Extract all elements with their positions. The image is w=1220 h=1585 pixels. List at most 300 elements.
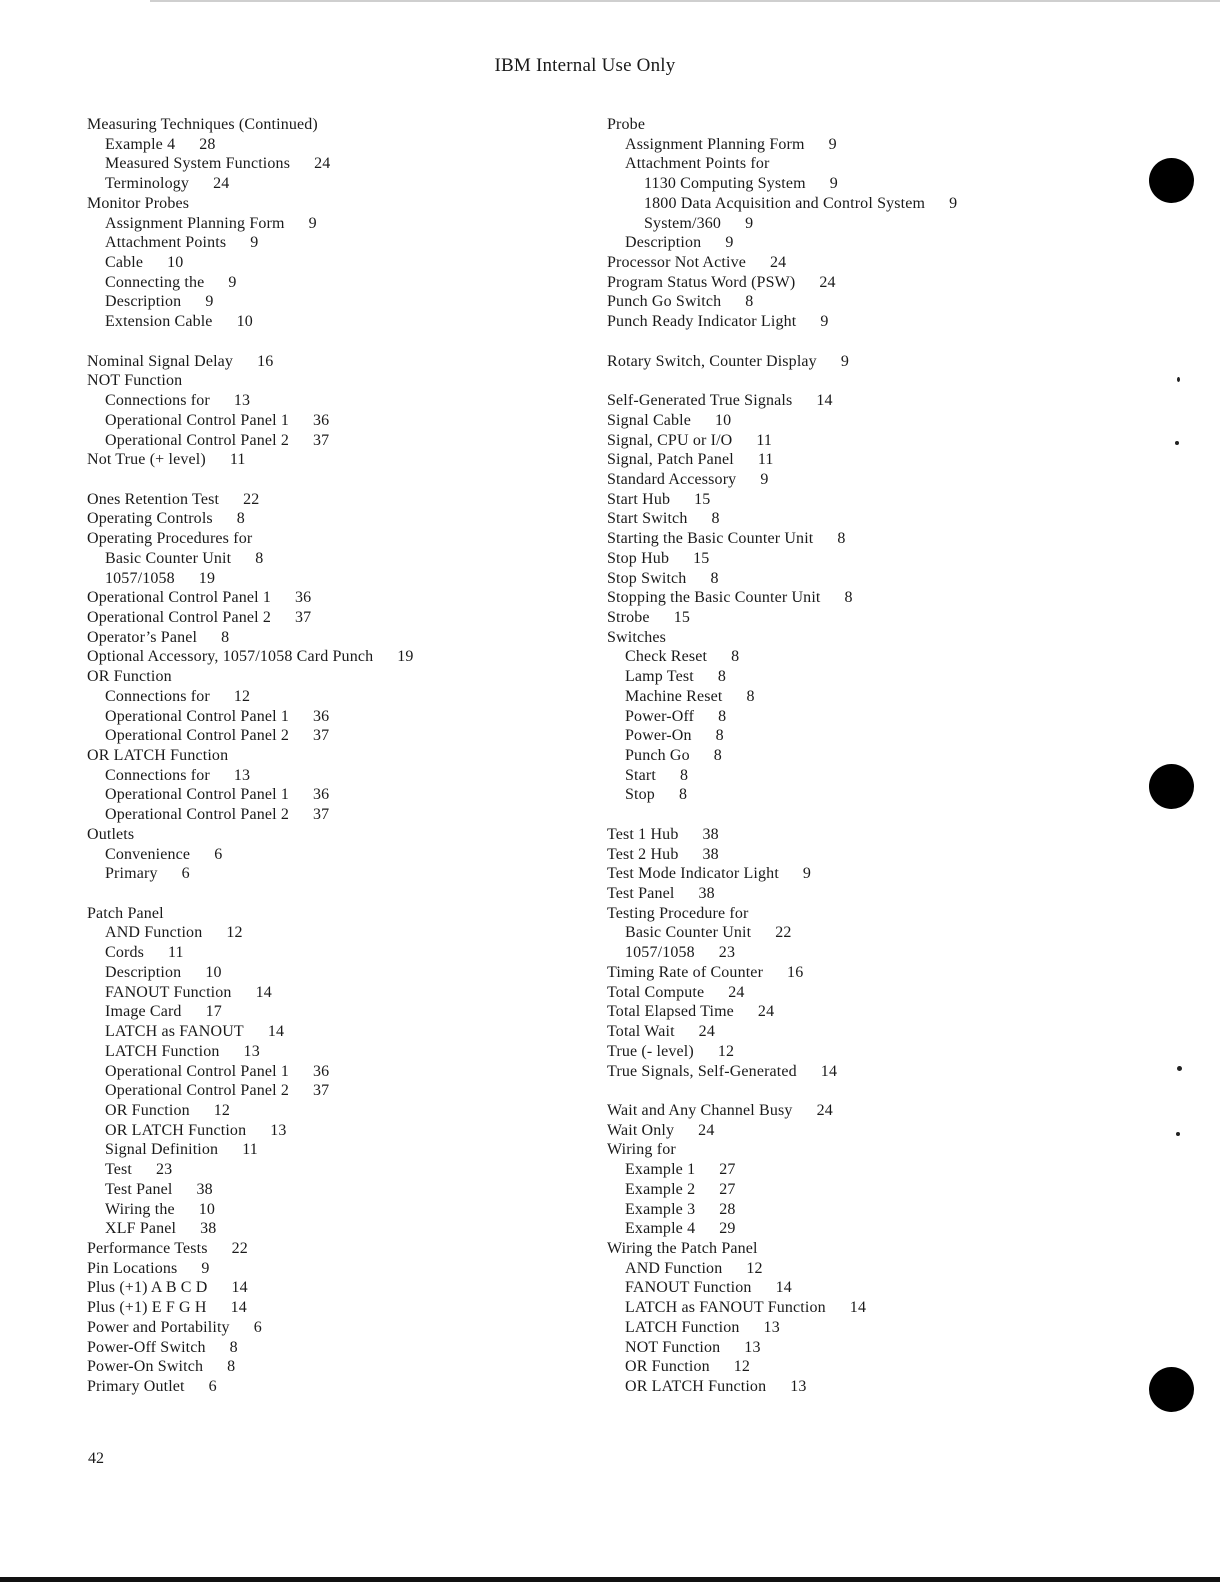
index-entry [607,628,1107,648]
index-page-ref: 37 [313,1082,330,1100]
index-subentry [87,233,587,253]
index-page-ref: 8 [711,510,720,528]
index-term: Test [105,1161,133,1179]
index-term: Operator’s Panel [87,628,198,646]
index-subentry [607,1357,1107,1377]
index-entry [87,1357,587,1377]
index-page-ref: 14 [231,1279,248,1297]
index-subentry [607,1377,1107,1397]
index-page-ref: 15 [694,490,711,508]
index-page-ref: 19 [397,648,414,666]
index-entry [87,608,587,628]
index-subentry [87,174,587,194]
index-page-ref: 38 [200,1220,217,1238]
index-page-ref: 9 [828,135,837,153]
index-page-ref: 9 [205,293,214,311]
index-term: Rotary Switch, Counter Display [607,352,817,370]
index-term: Total Elapsed Time [607,1003,734,1021]
index-page-ref: 24 [769,254,787,272]
index-subentry [87,1101,587,1121]
index-subentry [607,726,1107,746]
index-page-ref: 11 [167,944,184,962]
index-page-ref: 19 [198,569,216,587]
index-subentry [87,1081,587,1101]
index-entry [607,1101,1107,1121]
index-entry [87,1239,587,1259]
page-header: IBM Internal Use Only [494,55,676,76]
index-term: Example 1 [625,1161,696,1179]
index-subentry [87,549,587,569]
index-page-ref: 12 [746,1259,763,1277]
index-term: Operational Control Panel 1 [105,707,290,725]
index-page-ref: 11 [229,451,246,469]
index-page-ref: 23 [156,1161,173,1179]
index-term: Machine Reset [625,687,723,705]
index-term: Example 4 [625,1220,696,1238]
index-page-ref: 13 [270,1121,287,1139]
index-entry [607,115,1107,135]
index-subentry [87,923,587,943]
index-term: System/360 [644,214,722,232]
index-entry [607,1062,1107,1082]
index-page-ref: 38 [702,845,719,863]
index-subentry [607,1338,1107,1358]
index-entry [87,1278,587,1298]
index-term: Program Status Word (PSW) [607,273,796,291]
index-subentry [87,1062,587,1082]
index-term: Operational Control Panel 2 [105,727,290,745]
index-page-ref: 24 [698,1023,715,1041]
top-edge-rule [150,0,1220,2]
index-page-ref: 36 [313,411,330,429]
index-spacer [607,805,1107,825]
index-subentry [87,1121,587,1141]
index-page-ref: 10 [167,254,184,272]
index-page-ref: 10 [205,963,222,981]
index-term: Test 2 Hub [607,845,679,863]
index-subentry [87,726,587,746]
index-page-ref: 13 [243,1042,260,1060]
index-subentry [607,785,1107,805]
index-subentry [607,943,1107,963]
index-entry [607,569,1107,589]
index-entry [607,509,1107,529]
index-page-ref: 14 [255,983,272,1001]
index-page-ref: 14 [230,1299,247,1317]
index-term: Test Panel [607,885,675,903]
index-page-ref: 9 [820,313,829,331]
index-page-ref: 37 [295,608,312,626]
index-column-right [607,115,1107,1397]
index-subentry [607,1298,1107,1318]
index-term: Timing Rate of Counter [607,963,764,981]
index-page-ref: 9 [308,214,317,232]
index-subentry [87,707,587,727]
index-subentry [87,154,587,174]
index-term: True Signals, Self-Generated [607,1062,797,1080]
index-entry [607,292,1107,312]
index-page-ref: 15 [673,608,690,626]
index-term: NOT Function [87,372,183,390]
index-entry [87,1318,587,1338]
index-term: Description [625,234,702,252]
index-page-ref: 9 [745,214,754,232]
index-entry [87,1259,587,1279]
index-subentry [607,1278,1107,1298]
index-subentry [87,845,587,865]
index-page-ref: 22 [243,490,260,508]
index-subentry [87,766,587,786]
index-term: Starting the Basic Counter Unit [607,530,814,548]
index-subentry [87,1219,587,1239]
index-page-ref: 11 [756,431,773,449]
index-subentry [607,154,1107,174]
index-term: Performance Tests [87,1239,208,1257]
index-page-ref: 27 [719,1180,736,1198]
index-term: AND Function [625,1259,723,1277]
index-page-ref: 29 [719,1220,736,1238]
index-term: Test Mode Indicator Light [607,865,779,883]
index-page-ref: 36 [313,707,330,725]
index-term: Processor Not Active [607,254,746,272]
index-term: Not True (+ level) [87,451,206,469]
index-entry [607,391,1107,411]
index-page-ref: 11 [242,1141,258,1159]
index-term: Total Wait [607,1023,675,1041]
index-term: Test 1 Hub [607,825,679,843]
index-page-ref: 8 [229,1338,238,1356]
index-page-ref: 36 [295,589,312,607]
index-entry [607,884,1107,904]
index-term: Basic Counter Unit [105,549,232,567]
index-page-ref: 24 [213,175,230,193]
index-subentry [87,312,587,332]
index-page-ref: 10 [236,313,253,331]
index-term: NOT Function [625,1338,721,1356]
index-term: Pin Locations [87,1259,178,1277]
index-page-ref: 8 [227,1358,236,1376]
index-entry [87,450,587,470]
index-subentry [607,1180,1107,1200]
index-subentry [87,1002,587,1022]
index-entry [607,1140,1107,1160]
index-entry [607,411,1107,431]
index-page-ref: 28 [719,1200,736,1218]
index-page-ref: 8 [221,628,230,646]
index-subentry [87,1160,587,1180]
index-entry [607,273,1107,293]
index-page-ref: 22 [775,924,792,942]
index-page-ref: 28 [199,135,216,153]
index-entry [607,963,1107,983]
index-entry [607,1022,1107,1042]
index-term: Operational Control Panel 1 [105,786,290,804]
index-page-ref: 24 [728,983,745,1001]
index-term: Wait Only [607,1121,675,1139]
index-page-ref: 8 [837,530,846,548]
index-page-ref: 9 [725,234,734,252]
scan-speck [1177,1066,1182,1071]
index-spacer [87,332,587,352]
index-subentry [607,1200,1107,1220]
index-term: 1057/1058 [105,569,175,587]
index-entry [607,845,1107,865]
index-term: Nominal Signal Delay [87,352,234,370]
index-page-ref: 13 [744,1338,761,1356]
binder-hole-top [1149,158,1194,203]
index-subentry [87,943,587,963]
index-subentry [87,983,587,1003]
index-term: AND Function [105,924,203,942]
index-term: Stop [625,786,655,804]
index-page-ref: 6 [214,845,223,863]
index-entry [607,352,1107,372]
index-subentry [87,135,587,155]
index-subentry [87,864,587,884]
index-subentry [607,233,1107,253]
index-entry [87,628,587,648]
index-subentry [607,766,1107,786]
index-subentry [607,667,1107,687]
index-subentry [607,1318,1107,1338]
binder-hole-bottom [1149,1367,1194,1412]
index-entry [87,1338,587,1358]
index-subentry [607,174,1107,194]
index-page-ref: 9 [228,273,237,291]
index-term: Operational Control Panel 2 [105,431,290,449]
index-term: Attachment Points [105,234,227,252]
index-spacer [87,884,587,904]
index-term: Lamp Test [625,668,694,686]
index-subentry [87,1180,587,1200]
index-term: LATCH Function [625,1318,740,1336]
index-entry [607,549,1107,569]
index-page-ref: 13 [763,1318,780,1336]
index-page-ref: 14 [775,1279,792,1297]
index-entry [87,667,587,687]
index-subentry [87,805,587,825]
index-page-ref: 37 [313,806,330,824]
index-term: Terminology [105,175,190,193]
index-term: Cords [105,944,144,962]
index-term: Stopping the Basic Counter Unit [607,589,821,607]
index-term: OR Function [625,1358,710,1376]
index-term: Operational Control Panel 2 [105,1082,290,1100]
index-term: OR Function [105,1101,190,1119]
index-term: Probe [607,116,646,133]
index-page-ref: 12 [717,1042,735,1060]
index-term: Strobe [607,608,650,626]
index-term: Description [105,963,182,981]
index-page-ref: 12 [226,924,243,942]
index-page-ref: 6 [253,1318,262,1336]
index-page-ref: 8 [710,569,719,587]
index-spacer [607,332,1107,352]
index-subentry [607,135,1107,155]
index-page-ref: 11 [757,451,774,469]
index-entry [87,647,587,667]
index-term: 1057/1058 [625,944,695,962]
index-term: 1130 Computing System [644,175,806,193]
index-term: Example 3 [625,1200,696,1218]
index-term: Total Compute [607,983,705,1001]
index-spacer [607,371,1107,391]
index-entry [607,864,1107,884]
index-page-ref: 37 [313,727,330,745]
index-page-ref: 37 [313,431,330,449]
index-page-ref: 16 [787,963,804,981]
index-entry [87,371,587,391]
index-term: Attachment Points for [625,155,770,173]
page-number: 42 [88,1450,104,1467]
index-page-ref: 24 [819,273,836,291]
index-term: XLF Panel [105,1220,177,1238]
index-subentry [607,687,1107,707]
index-subentry [607,214,1107,234]
index-entry [607,431,1107,451]
index-term: Operational Control Panel 2 [87,608,272,626]
index-page-ref: 14 [820,1062,838,1080]
index-term: Start [625,766,656,784]
index-entry [607,904,1107,924]
index-term: Patch Panel [87,904,164,922]
index-subentry [87,214,587,234]
index-subentry [87,431,587,451]
index-term: Wiring for [607,1141,676,1159]
index-term: 1800 Data Acquisition and Control System [644,194,926,212]
index-page-ref: 9 [250,234,259,252]
index-page-ref: 9 [802,865,812,883]
index-page-ref: 9 [201,1259,210,1277]
index-term: Operating Procedures for [87,530,253,548]
index-entry [607,983,1107,1003]
index-page-ref: 27 [719,1161,736,1179]
index-entry [607,450,1107,470]
index-term: Basic Counter Unit [625,924,752,942]
index-page-ref: 38 [698,885,715,903]
index-term: LATCH as FANOUT Function [625,1299,826,1317]
index-entry [87,588,587,608]
scan-speck [1176,1132,1180,1136]
index-subentry [87,687,587,707]
index-term: Assignment Planning Form [105,214,285,232]
index-page-ref: 9 [840,352,849,370]
index-page-ref: 8 [678,786,688,804]
index-term: Signal, Patch Panel [607,451,734,469]
index-term: Measured System Functions [105,155,291,173]
index-entry [87,746,587,766]
index-entry [607,1121,1107,1141]
index-entry [87,529,587,549]
index-term: Punch Ready Indicator Light [607,313,797,331]
index-entry [607,470,1107,490]
index-page-ref: 13 [233,766,251,784]
index-subentry [87,1022,587,1042]
index-term: Example 2 [625,1180,696,1198]
index-entry [607,825,1107,845]
index-term: Monitor Probes [87,194,190,212]
index-term: Cable [105,254,144,272]
index-term: Plus (+1) E F G H [87,1299,207,1317]
index-page-ref: 8 [745,293,754,311]
index-page-ref: 6 [181,865,190,883]
index-page-ref: 12 [233,687,251,705]
index-term: Power-Off Switch [87,1338,206,1356]
index-page-ref: 8 [255,549,264,567]
index-page-ref: 8 [715,727,724,745]
index-term: Connections for [105,766,210,784]
index-entry [607,490,1107,510]
index-term: OR LATCH Function [625,1378,767,1395]
index-page-ref: 24 [698,1121,715,1139]
index-entry [607,1002,1107,1022]
scan-speck [1177,377,1180,382]
index-term: True (- level) [607,1042,694,1060]
index-entry [87,509,587,529]
index-term: Primary [105,865,158,883]
index-term: OR LATCH Function [87,747,229,764]
index-page-ref: 16 [257,352,274,370]
index-subentry [87,963,587,983]
index-subentry [607,194,1107,214]
index-page-ref: 13 [790,1378,807,1395]
binder-hole-middle [1149,764,1194,809]
index-page-ref: 36 [313,1062,330,1080]
index-page-ref: 8 [844,589,853,607]
index-entry [607,253,1107,273]
index-subentry [87,411,587,431]
index-entry [607,1239,1107,1259]
index-spacer [87,470,587,490]
index-term: Convenience [105,845,191,863]
index-entry [87,904,587,924]
index-term: Signal Definition [105,1141,219,1159]
index-term: Example 4 [105,135,176,153]
index-entry [87,825,587,845]
index-term: Measuring Techniques (Continued) [87,116,318,133]
index-term: Operational Control Panel 2 [105,806,290,824]
index-term: Stop Hub [607,549,670,567]
index-page-ref: 38 [702,825,719,843]
index-page-ref: 9 [829,175,838,193]
index-term: Self-Generated True Signals [607,392,793,410]
index-term: Description [105,293,182,311]
index-page-ref: 10 [715,411,732,429]
index-subentry [87,569,587,589]
index-page-ref: 36 [313,786,330,804]
index-subentry [607,1259,1107,1279]
index-page-ref: 8 [679,766,689,784]
index-term: Punch Go [625,747,690,764]
index-page-ref: 9 [949,194,958,212]
index-term: Power-On Switch [87,1358,204,1376]
index-entry [87,115,587,135]
index-page-ref: 38 [196,1180,213,1198]
index-entry [607,608,1107,628]
index-subentry [87,292,587,312]
index-subentry [87,253,587,273]
index-spacer [607,1081,1107,1101]
index-page-ref: 8 [746,687,755,705]
index-term: Assignment Planning Form [625,135,805,153]
index-entry [607,312,1107,332]
index-page-ref: 14 [849,1299,867,1317]
index-term: Check Reset [625,648,708,666]
index-page-ref: 13 [233,392,251,410]
index-entry [607,529,1107,549]
index-term: Operational Control Panel 1 [105,411,290,429]
index-term: Operational Control Panel 1 [87,589,272,607]
